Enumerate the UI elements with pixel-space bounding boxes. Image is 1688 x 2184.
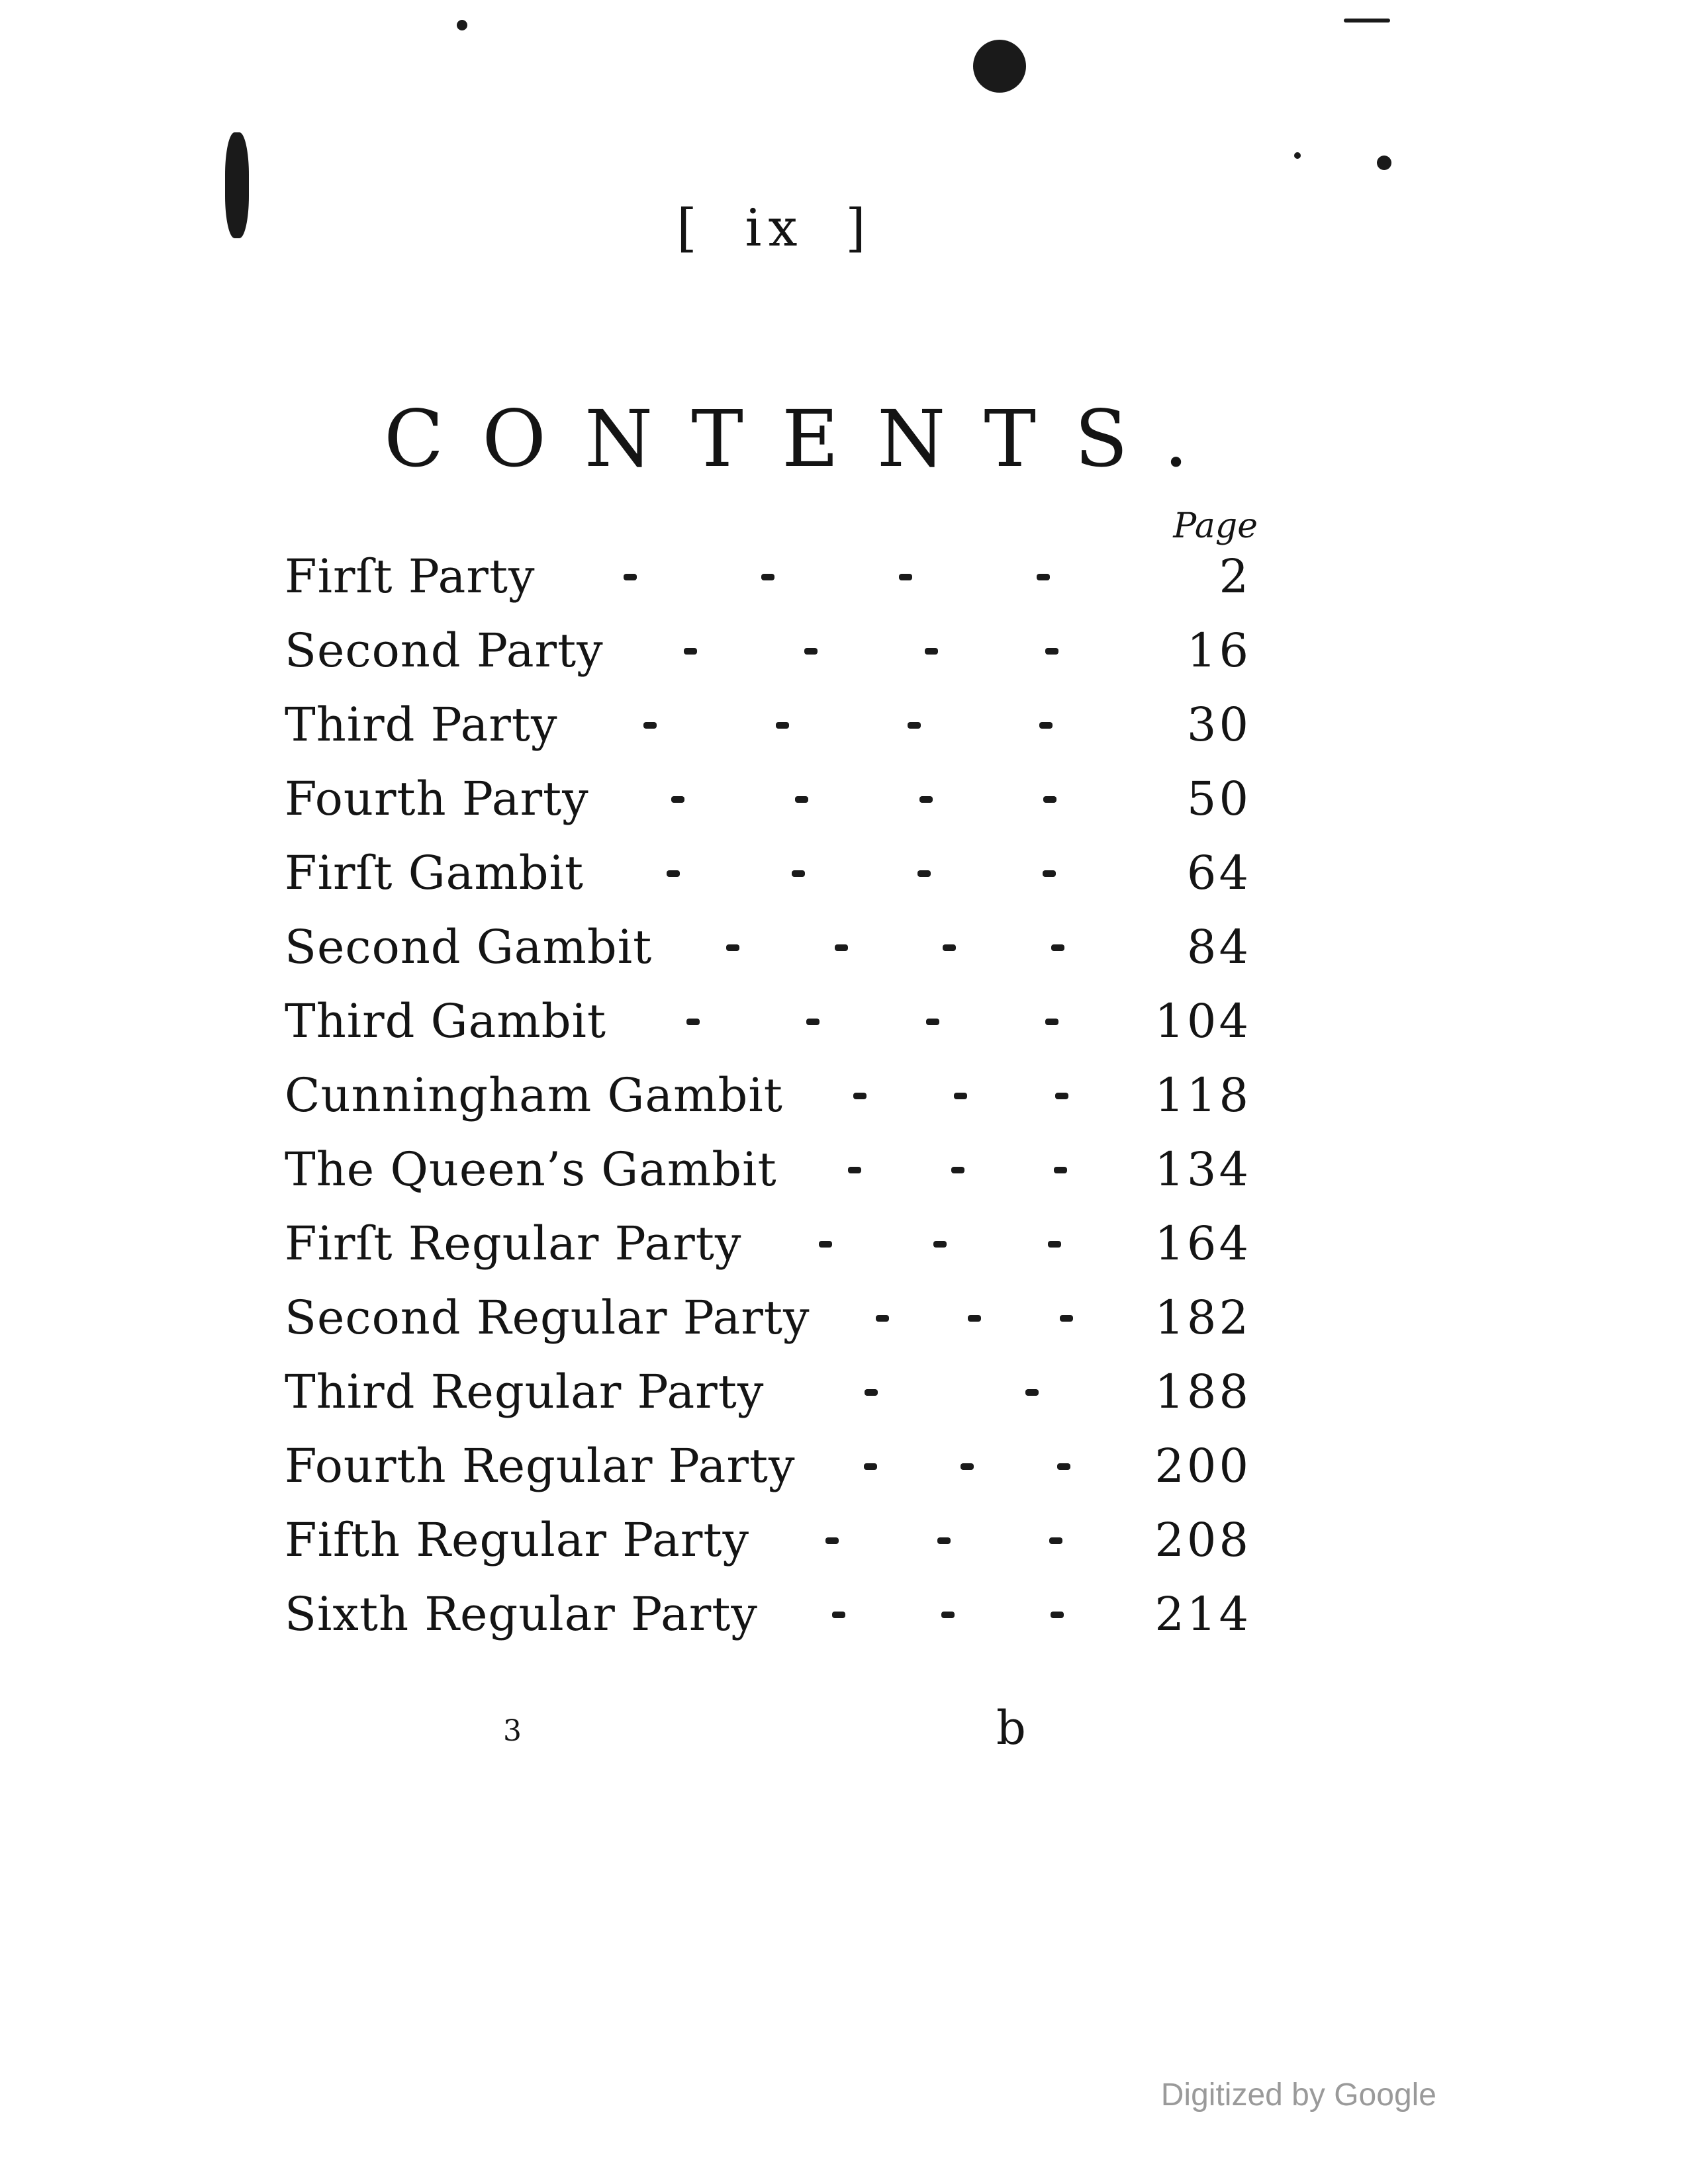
toc-leader-dashes [810,1327,1139,1334]
toc-entry-page: 16 [1186,623,1251,678]
toc-entry [285,1587,1251,1661]
toc-entry-label: Third Gambit [285,994,607,1048]
toc-entry [285,623,1251,698]
toc-entry [285,1291,1251,1365]
toc-leader-dashes [796,1475,1139,1482]
toc-entry-page: 84 [1186,920,1251,974]
toc-entry [285,1439,1251,1513]
toc-entry [285,698,1251,772]
toc-entry-page: 200 [1154,1439,1251,1493]
toc-leader-dashes [741,1253,1139,1259]
toc-entry-page: 182 [1154,1291,1251,1345]
signature-number: 3 [503,1714,522,1748]
toc-leader-dashes [536,586,1139,592]
toc-entry-label: Firſt Regular Party [285,1216,742,1271]
toc-entry-page: 64 [1186,846,1251,900]
toc-leader-dashes [589,808,1139,815]
ink-speck [1294,152,1301,159]
toc-leader-dashes [652,956,1139,963]
toc-leader-dashes [749,1549,1139,1556]
toc-entry-page: 164 [1154,1216,1251,1271]
toc-entry [285,1513,1251,1587]
contents-title: CONTENTS. [384,393,1227,485]
ink-speck [457,20,467,30]
toc-leader-dashes [606,1030,1139,1037]
toc-entry-page: 2 [1219,549,1251,604]
toc-leader-dashes [604,660,1139,666]
toc-entry-page: 134 [1154,1142,1251,1197]
toc-entry-label: Sixth Regular Party [285,1587,758,1641]
ink-blot [973,40,1026,93]
toc-entry-label: Firſt Party [285,549,536,604]
toc-entry-label: Third Regular Party [285,1365,765,1419]
toc-leader-dashes [783,1105,1139,1111]
toc-leader-dashes [758,1623,1139,1630]
digitization-watermark: Digitized by Google [1160,2077,1436,2113]
toc-entry-label: Second Regular Party [285,1291,810,1345]
table-of-contents [285,549,1251,1661]
signature-letter: b [996,1701,1026,1755]
ink-speck [1377,156,1391,170]
ink-speck [1344,19,1390,23]
toc-entry [285,772,1251,846]
toc-entry-page: 214 [1154,1587,1251,1641]
page-column-label: Page [1173,506,1258,546]
toc-entry [285,920,1251,994]
toc-entry-page: 208 [1154,1513,1251,1567]
toc-entry-label: Cunningham Gambit [285,1068,783,1122]
toc-entry-label: Second Party [285,623,604,678]
toc-entry-label: Third Party [285,698,558,752]
toc-entry-page: 50 [1186,772,1251,826]
page-edge-shadow [225,132,249,238]
toc-entry-page: 188 [1154,1365,1251,1419]
toc-entry [285,1216,1251,1291]
toc-entry-label: Firſt Gambit [285,846,585,900]
toc-entry-label: Fifth Regular Party [285,1513,750,1567]
toc-entry [285,846,1251,920]
toc-entry-label: Fourth Regular Party [285,1439,796,1493]
page-folio: [ ix ] [677,199,872,258]
toc-entry [285,994,1251,1068]
toc-entry-label: Second Gambit [285,920,653,974]
toc-entry-label: The Queen’s Gambit [285,1142,777,1197]
toc-leader-dashes [584,882,1139,889]
toc-leader-dashes [764,1401,1139,1408]
toc-entry [285,1365,1251,1439]
toc-entry-page: 30 [1186,698,1251,752]
toc-entry-label: Fourth Party [285,772,589,826]
toc-entry [285,1068,1251,1142]
toc-leader-dashes [558,734,1139,741]
toc-entry-page: 118 [1154,1068,1251,1122]
toc-leader-dashes [777,1179,1139,1185]
toc-entry [285,1142,1251,1216]
toc-entry-page: 104 [1154,994,1251,1048]
toc-entry [285,549,1251,623]
